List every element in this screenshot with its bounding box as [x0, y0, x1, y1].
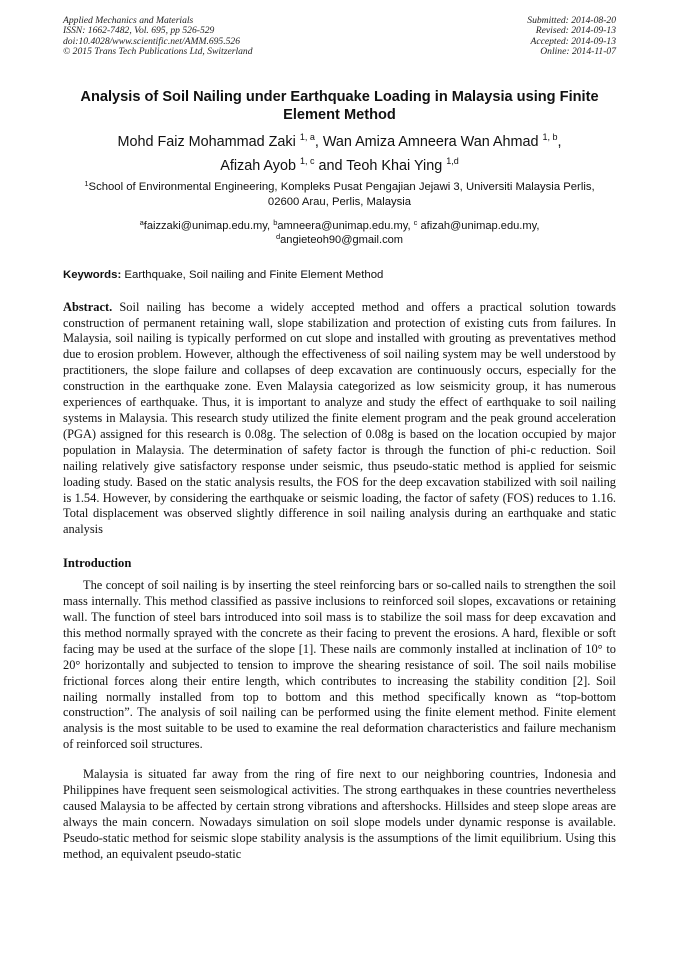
email-c[interactable]: afizah@unimap.edu.my,: [417, 219, 540, 232]
author-3-marker: 1, c: [299, 155, 315, 166]
author-emails: [63, 219, 616, 248]
affiliation-marker: 1: [84, 178, 89, 188]
email-d[interactable]: angieteoh90@gmail.com: [280, 234, 404, 247]
affiliation: [63, 180, 616, 211]
email-a[interactable]: faizzaki@unimap.edu.my,: [143, 219, 274, 232]
keywords-label: Keywords:: [63, 268, 122, 281]
abstract: [63, 300, 616, 539]
paper-title: Analysis of Soil Nailing under Earthquake Loading in Malaysia using Finite Element Method: [80, 88, 599, 123]
journal-issn: ISSN: 1662-7482, Vol. 695, pp 526-529: [63, 25, 215, 37]
journal-info: [63, 16, 253, 58]
section-heading-introduction: Introduction: [63, 556, 132, 571]
author-2-marker: 1, b: [542, 131, 558, 142]
email-marker-b: b: [273, 217, 278, 227]
author-4: Teoh Khai Ying: [346, 157, 443, 174]
email-b[interactable]: amneera@unimap.edu.my,: [277, 219, 414, 232]
introduction-paragraph-1: The concept of soil nailing is by inserting the steel reinforcing bars or so-called nails to strengthen the soil mass internally. This method classified as passive inclusions to reinforced soil slopes, excavations or retaining wall. The function of steel bars introduced into soil mass is to stabilize the soil mass for deep excavation and this method normally sprayed with the concrete as their facing to prevent the erosions. A hard, flexible or soft facing may be used at the surface of the slope [1]. These nails are commonly installed at inclination of 10° to 20° horizontally and subjected to tension to improve the shearing resistance of soil. The soil nails mobilise frictional forces along their entire length, which contributes to increasing the stability condition [2]. Soil nailing normally installed from top to bottom and this method specifically known as “top-bottom construction”. The analysis of soil nailing can be performed using the finite element method. Finite element analysis is the most suitable to be used to examine the real deformation characteristics and failure mechanism of reinforced soil structures.: [63, 578, 616, 752]
email-marker-c: c: [413, 217, 418, 227]
journal-copyright: © 2015 Trans Tech Publications Ltd, Switzerland: [63, 46, 253, 58]
email-marker-d: d: [275, 232, 281, 242]
date-submitted: Submitted: 2014-08-20: [527, 15, 616, 26]
abstract-label: Abstract.: [63, 299, 113, 314]
date-online: Online: 2014-11-07: [540, 46, 616, 58]
date-revised: Revised: 2014-09-13: [535, 25, 616, 37]
introduction-paragraph-2: Malaysia is situated far away from the ring of fire next to our neighboring countries, Indonesia and Philippines have frequent seen seismological activities. The strong earthquakes in these countries nevertheless caused Malaysia to be affected by certain strong vibrations and aftershocks. Hillsides and steep slope areas are always the main concern. Nowadays simulation on soil slope models under dynamic response is available. Pseudo-static method for seismic slope stability analysis is the assumptions of the limit equilibrium. Using this method, an equivalent pseudo-static: [63, 767, 616, 861]
abstract-text: Soil nailing has become a widely accepted method and offers a practical solution towards construction of permanent retaining wall, slope stabilization and protection of existing cuts from failures. In Malaysia, soil nailing is typically performed on cut slope and installed with grouting as preventatives method due to erosion problem. However, although the effectiveness of soil nailing system may be well understood by practitioners, the slope failure and collapses of deep excavation are continuously occurs, especially for the construction in the earthquake zone. Even Malaysia categorized as low seismicity group, it has numerous experiences of earthquake. Thus, it is important to analyze and study the effect of earthquake to soil nailing systems in Malaysia. This research study utilized the finite element program and the peak ground acceleration (PGA) assigned for this research is 0.08g. The selection of 0.08g is based on the location occupied by major population in Malaysia. The determination of safety factor is through the function of phi-c reduction. Soil nailing relatively give satisfactory response under seismic, thus pseudo-static method is applied for seismic loading study. Based on the static analysis results, the FOS for the deep excavation stabilized with soil nailing is 1.54. However, by considering the earthquake or seismic loading, the factor of safety (FOS) reduces to 1.16. Total displacement was observed slightly difference in soil nailing analysis during an earthquake and static analysis: [63, 299, 616, 537]
author-4-marker: 1,d: [446, 155, 459, 166]
author-separator: ,: [557, 133, 562, 150]
email-marker-a: a: [139, 217, 144, 227]
date-accepted: Accepted: 2014-09-13: [530, 35, 616, 47]
author-3: Afizah Ayob: [220, 157, 296, 174]
affiliation-text: School of Environmental Engineering, Kompleks Pusat Pengajian Jejawi 3, Universiti Malaysia Perlis, 02600 Arau, Perlis, Malaysia: [88, 180, 595, 209]
author-list: [63, 130, 616, 178]
journal-name: Applied Mechanics and Materials: [63, 15, 194, 26]
author-1-marker: 1, a: [299, 131, 315, 142]
journal-doi[interactable]: doi:10.4028/www.scientific.net/AMM.695.526: [63, 35, 241, 47]
submission-dates: [527, 16, 616, 58]
author-separator: ,: [314, 133, 323, 150]
journal-header: [63, 16, 616, 58]
keywords: [63, 268, 616, 282]
author-conjunction: and: [314, 157, 347, 174]
author-2: Wan Amiza Amneera Wan Ahmad: [322, 133, 539, 150]
author-1: Mohd Faiz Mohammad Zaki: [117, 133, 296, 150]
keywords-text: Earthquake, Soil nailing and Finite Element Method: [121, 268, 384, 281]
